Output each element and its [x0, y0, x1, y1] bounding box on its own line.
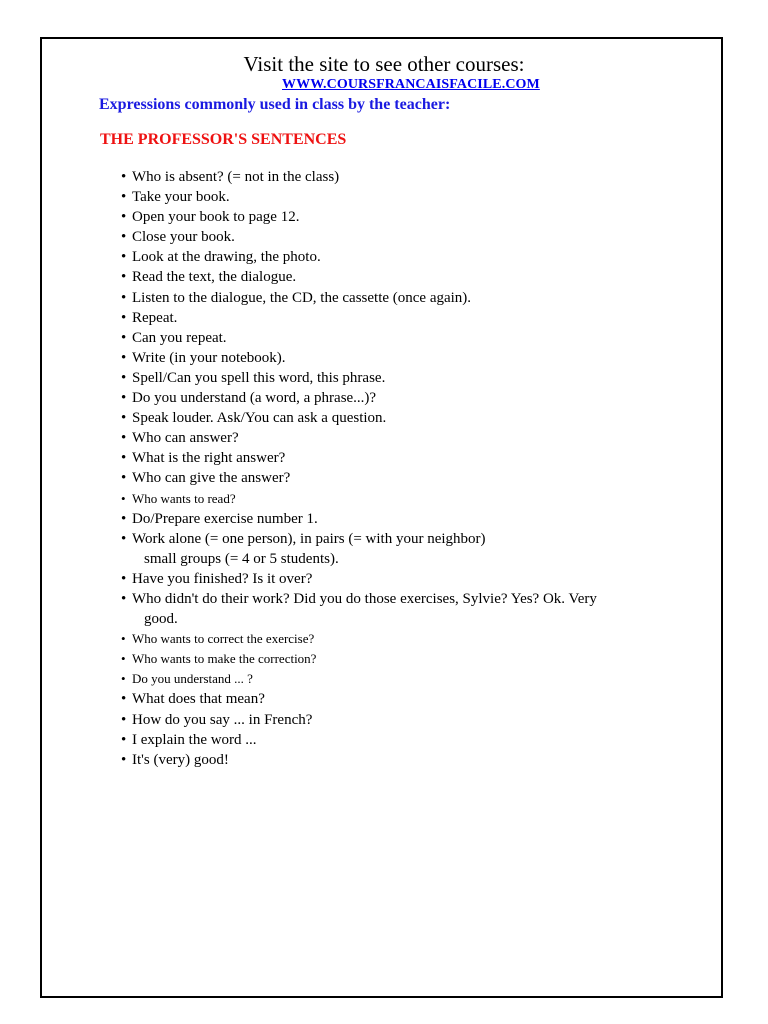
list-item: [121, 388, 701, 408]
list-item: [121, 669, 701, 689]
list-item: [121, 529, 701, 569]
list-item-text: Open your book to page 12.: [132, 209, 300, 226]
list-item-text: Have you finished? Is it over?: [132, 570, 313, 587]
list-item-text: Spell/Can you spell this word, this phrase.: [132, 369, 386, 386]
list-item-text: Who wants to make the correction?: [132, 651, 317, 667]
list-item: [121, 489, 701, 509]
list-item: [121, 428, 701, 448]
list-item: [121, 207, 701, 227]
list-item-text: What does that mean?: [132, 691, 265, 708]
list-item-text: What is the right answer?: [132, 450, 286, 467]
list-item-text: Who can answer?: [132, 430, 239, 447]
list-item-text: How do you say ... in French?: [132, 711, 313, 728]
list-item-text: Repeat.: [132, 309, 178, 326]
list-item: [121, 589, 701, 629]
list-item: [121, 468, 701, 488]
site-link[interactable]: WWW.COURSFRANCAISFACILE.COM: [282, 77, 540, 92]
list-item: [121, 368, 701, 388]
header-title: Visit the site to see other courses:: [243, 52, 525, 76]
list-item-text: Work alone (= one person), in pairs (= with your neighbor): [132, 530, 486, 547]
list-item-text: Who can give the answer?: [132, 470, 291, 487]
list-item: [121, 569, 701, 589]
list-item-text: Who wants to correct the exercise?: [132, 631, 315, 647]
list-item-text: Speak louder. Ask/You can ask a question.: [132, 410, 387, 427]
list-item-text: Can you repeat.: [132, 329, 227, 346]
list-item-text: Read the text, the dialogue.: [132, 269, 297, 286]
list-item-text: Who didn't do their work? Did you do those exercises, Sylvie? Yes? Ok. Very: [132, 590, 597, 607]
list-item-text: Do you understand (a word, a phrase...)?: [132, 390, 377, 407]
list-item-text: Who wants to read?: [132, 490, 236, 506]
list-item: [121, 187, 701, 207]
list-item-text: I explain the word ...: [132, 731, 257, 748]
list-item: [121, 730, 701, 750]
list-item: [121, 448, 701, 468]
list-item-text: Who is absent? (= not in the class): [132, 169, 340, 185]
list-item-continuation: small groups (= 4 or 5 students).: [144, 550, 339, 567]
list-item: [121, 348, 701, 368]
list-item-text: Look at the drawing, the photo.: [132, 249, 321, 266]
list-item-text: It's (very) good!: [132, 751, 229, 768]
sentence-list: [121, 167, 701, 770]
section-title: THE PROFESSOR'S SENTENCES: [100, 131, 347, 148]
list-item: [121, 328, 701, 348]
list-item: [121, 710, 701, 730]
list-item: [121, 750, 701, 770]
list-item-text: Take your book.: [132, 189, 230, 206]
list-item: [121, 288, 701, 308]
list-item-text: Do/Prepare exercise number 1.: [132, 510, 318, 527]
list-item-text: Listen to the dialogue, the CD, the cassette (once again).: [132, 289, 472, 306]
list-item-continuation: good.: [144, 611, 178, 628]
list-item-text: Write (in your notebook).: [132, 349, 286, 366]
list-item: [121, 649, 701, 669]
list-item: [121, 629, 701, 649]
list-item: [121, 247, 701, 267]
subtitle: Expressions commonly used in class by the teacher:: [99, 96, 451, 113]
list-item: [121, 689, 701, 709]
list-item-text: Close your book.: [132, 229, 235, 246]
list-item: [121, 308, 701, 328]
list-item-text: Do you understand ... ?: [132, 671, 253, 687]
list-item: [121, 227, 701, 247]
list-item: [121, 509, 701, 529]
list-item: [121, 267, 701, 287]
list-item: [121, 167, 701, 187]
list-item: [121, 408, 701, 428]
